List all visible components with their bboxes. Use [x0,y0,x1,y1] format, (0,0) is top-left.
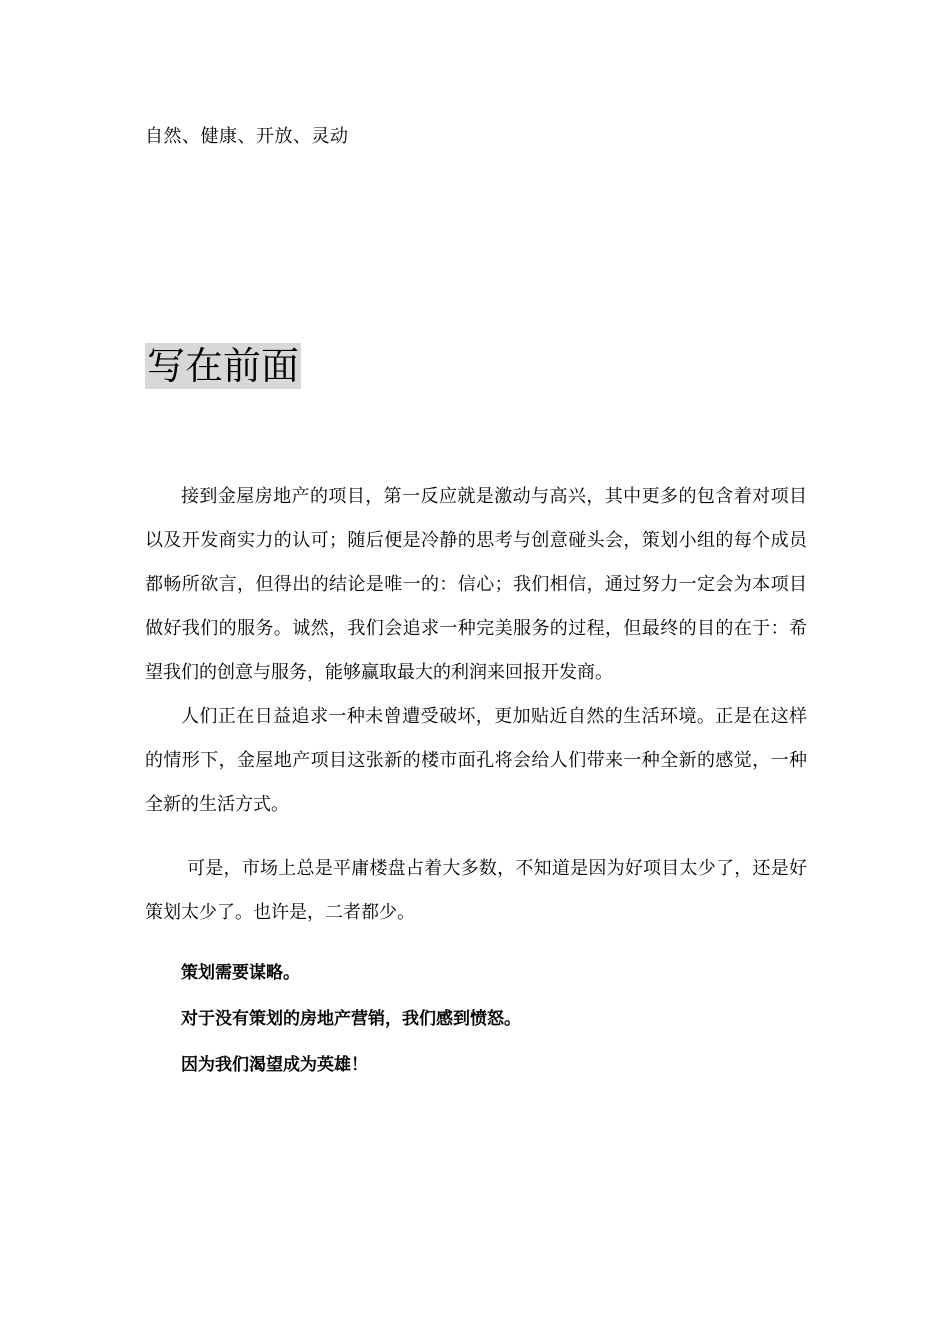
slogan-strategy: 策划需要谋略。 [181,963,300,983]
slogan-hero: 因为我们渴望成为英雄！ [181,1055,368,1075]
paragraph-market: 可是，市场上总是平庸楼盘占着大多数，不知道是因为好项目太少了，还是好策划太少了。也许是，二者都少。 [145,858,807,923]
tagline: 自然、健康、开放、灵动 [145,126,349,147]
slogan-anger: 对于没有策划的房地产营销，我们感到愤怒。 [181,1009,521,1029]
slogan-list [181,962,521,1100]
paragraph-intro: 接到金屋房地产的项目，第一反应就是激动与高兴，其中更多的包含着对项目以及开发商实力的认可；随后便是冷静的思考与创意碰头会，策划小组的每个成员都畅所欲言，但得出的结论是唯一的：信心；我们相信，通过努力一定会为本项目做好我们的服务。诚然，我们会追求一种完美服务的过程，但最终的目的在于：希望我们的创意与服务，能够赢取最大的利润来回报开发商。 [145,486,807,683]
paragraph-environment: 人们正在日益追求一种未曾遭受破坏，更加贴近自然的生活环境。正是在这样的情形下，金屋地产项目这张新的楼市面孔将会给人们带来一种全新的感觉，一种全新的生活方式。 [145,706,807,815]
section-heading: 写在前面 [147,344,300,388]
